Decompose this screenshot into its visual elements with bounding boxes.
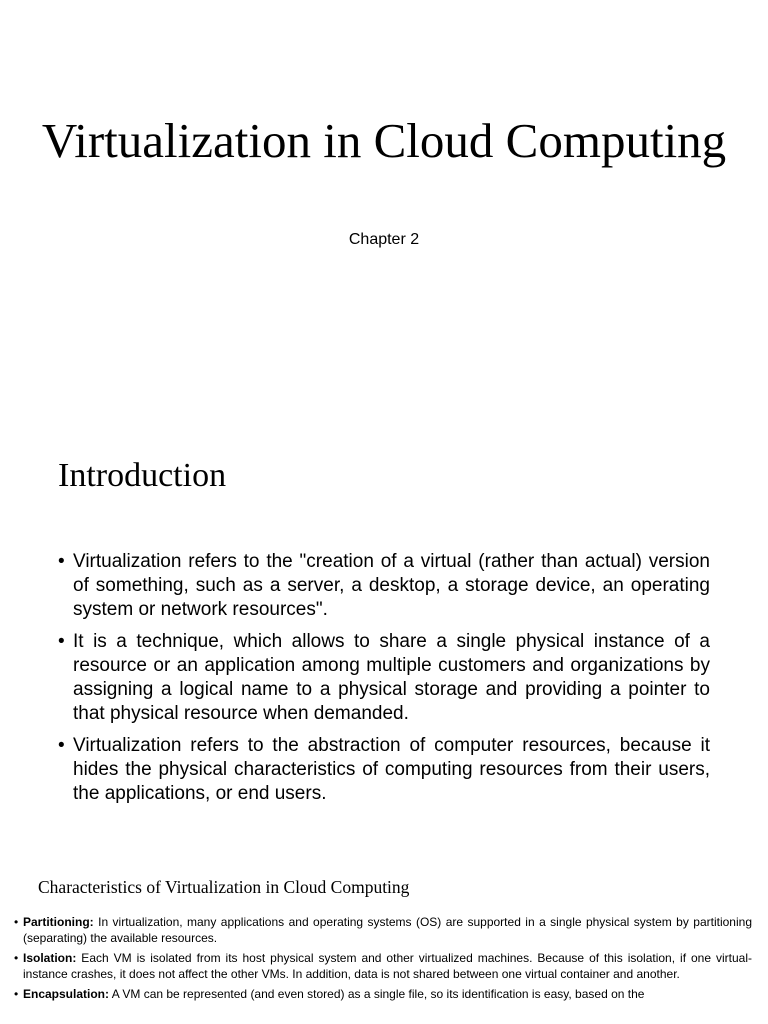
characteristic-description: In virtualization, many applications and operating systems (OS) are supported in a single physical system by partitioning (separating) the available resources. — [23, 915, 752, 945]
characteristics-list — [14, 914, 752, 1006]
characteristic-description: Each VM is isolated from its host physical system and other virtualized machines. Because of this isolation, if one virtual-instance crashes, it does not affect the other VMs. In addition, data is not shared between one virtual container and another. — [23, 951, 752, 981]
characteristic-term: Isolation: — [23, 951, 77, 965]
bullet-icon: • — [14, 951, 19, 965]
bullet-text: It is a technique, which allows to share a single physical instance of a resource or an application among multiple customers and organizations by assigning a logical name to a physical storage and providing a pointer to that physical resource when demanded. — [73, 631, 710, 724]
characteristic-description: A VM can be represented (and even stored) as a single file, so its identification is easy, based on the — [109, 987, 645, 1001]
introduction-bullet-list — [58, 550, 710, 814]
bullet-icon: • — [58, 551, 65, 572]
bullet-text: Virtualization refers to the "creation of a virtual (rather than actual) version of something, such as a server, a desktop, a storage device, an operating system or network resources". — [73, 551, 710, 620]
characteristic-term: Encapsulation: — [23, 987, 110, 1001]
list-item — [58, 550, 710, 622]
list-item — [14, 950, 752, 982]
list-item — [14, 986, 752, 1002]
list-item — [58, 630, 710, 726]
list-item — [58, 734, 710, 806]
slide-title: Virtualization in Cloud Computing — [41, 113, 727, 168]
bullet-icon: • — [14, 915, 19, 929]
bullet-icon: • — [58, 735, 65, 756]
section-heading-introduction: Introduction — [58, 457, 227, 494]
bullet-text: Virtualization refers to the abstraction of computer resources, because it hides the physical characteristics of computing resources from their users, the applications, or end users. — [73, 735, 710, 804]
characteristic-term: Partitioning: — [23, 915, 94, 929]
section-heading-characteristics: Characteristics of Virtualization in Cloud Computing — [38, 877, 410, 897]
slide-subtitle: Chapter 2 — [348, 231, 420, 248]
bullet-icon: • — [58, 631, 65, 652]
list-item — [14, 914, 752, 946]
bullet-icon: • — [14, 987, 19, 1001]
